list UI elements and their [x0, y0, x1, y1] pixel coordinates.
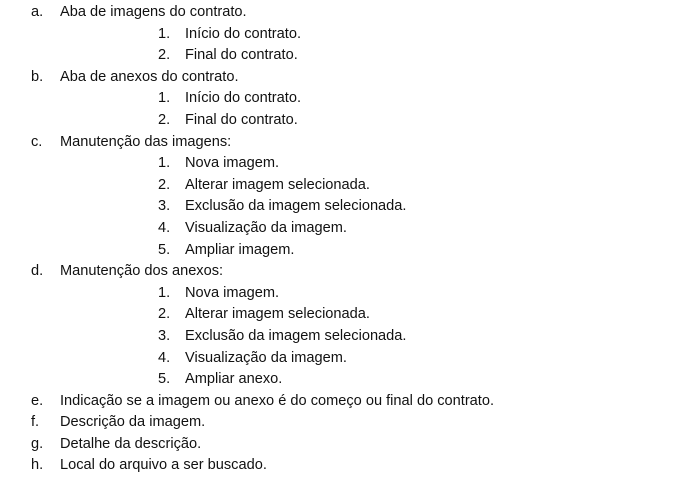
list-item-text: Aba de imagens do contrato. — [60, 4, 247, 20]
list-item — [0, 391, 695, 413]
sublist-item-text: Exclusão da imagem selecionada. — [185, 327, 407, 344]
sublist-marker: 3. — [158, 327, 171, 344]
sublist-item — [0, 369, 695, 391]
sublist-marker: 5. — [158, 371, 171, 388]
sublist-marker: 2. — [158, 47, 171, 64]
sublist-item — [0, 45, 695, 67]
sublist-marker: 1. — [158, 155, 171, 172]
sublist-marker: 2. — [158, 306, 171, 323]
sublist-marker: 3. — [158, 198, 171, 215]
sublist-item-text: Visualização da imagem. — [185, 219, 347, 236]
list-item — [0, 67, 695, 89]
list-item-text: Detalhe da descrição. — [60, 435, 202, 452]
sublist-marker: 1. — [158, 25, 171, 42]
sublist-marker: 2. — [158, 111, 171, 128]
sublist-item-text: Visualização da imagem. — [185, 349, 347, 366]
sublist-marker: 1. — [158, 284, 171, 301]
sublist-item-text: Início do contrato. — [185, 90, 302, 107]
list-item — [0, 2, 695, 24]
list-marker: d. — [31, 263, 44, 280]
sublist-item-text: Alterar imagem selecionada. — [185, 176, 370, 193]
list-marker: b. — [31, 68, 44, 85]
sublist-item — [0, 175, 695, 197]
sublist-item — [0, 348, 695, 370]
list-item-text: Indicação se a imagem ou anexo é do começo ou final do contrato. — [60, 392, 495, 409]
sublist-item-text: Início do contrato. — [185, 25, 302, 42]
list-marker: a. — [31, 4, 44, 20]
sublist-item — [0, 88, 695, 110]
sublist-item — [0, 153, 695, 175]
list-item-text: Manutenção dos anexos: — [60, 263, 224, 280]
list-marker: h. — [31, 457, 44, 474]
sublist-item — [0, 304, 695, 326]
sublist-marker: 4. — [158, 219, 171, 236]
sublist-item — [0, 283, 695, 305]
sublist-item-text: Final do contrato. — [185, 47, 298, 64]
sublist-item-text: Final do contrato. — [185, 111, 298, 128]
sublist-item — [0, 196, 695, 218]
sublist-item-text: Nova imagem. — [185, 155, 280, 172]
list-marker: g. — [31, 435, 44, 452]
list-item-text: Descrição da imagem. — [60, 414, 206, 431]
sublist-item — [0, 326, 695, 348]
sublist-item-text: Alterar imagem selecionada. — [185, 306, 370, 323]
document-body — [0, 2, 695, 477]
sublist-marker: 1. — [158, 90, 171, 107]
sublist-item — [0, 218, 695, 240]
list-item — [0, 132, 695, 154]
list-marker: c. — [31, 133, 43, 150]
sublist-item-text: Nova imagem. — [185, 284, 280, 301]
sublist-item-text: Exclusão da imagem selecionada. — [185, 198, 407, 215]
sublist-item — [0, 24, 695, 46]
list-marker: f. — [31, 414, 40, 431]
sublist-marker: 4. — [158, 349, 171, 366]
list-item — [0, 412, 695, 434]
list-item — [0, 434, 695, 456]
sublist-marker: 2. — [158, 176, 171, 193]
sublist-item — [0, 110, 695, 132]
list-item — [0, 261, 695, 283]
sublist-item — [0, 240, 695, 262]
sublist-item-text: Ampliar anexo. — [185, 371, 283, 388]
list-item-text: Manutenção das imagens: — [60, 133, 232, 150]
list-marker: e. — [31, 392, 44, 409]
list-item — [0, 455, 695, 477]
sublist-item-text: Ampliar imagem. — [185, 241, 295, 258]
list-item-text: Aba de anexos do contrato. — [60, 68, 239, 85]
sublist-marker: 5. — [158, 241, 171, 258]
list-item-text: Local do arquivo a ser buscado. — [60, 457, 267, 474]
